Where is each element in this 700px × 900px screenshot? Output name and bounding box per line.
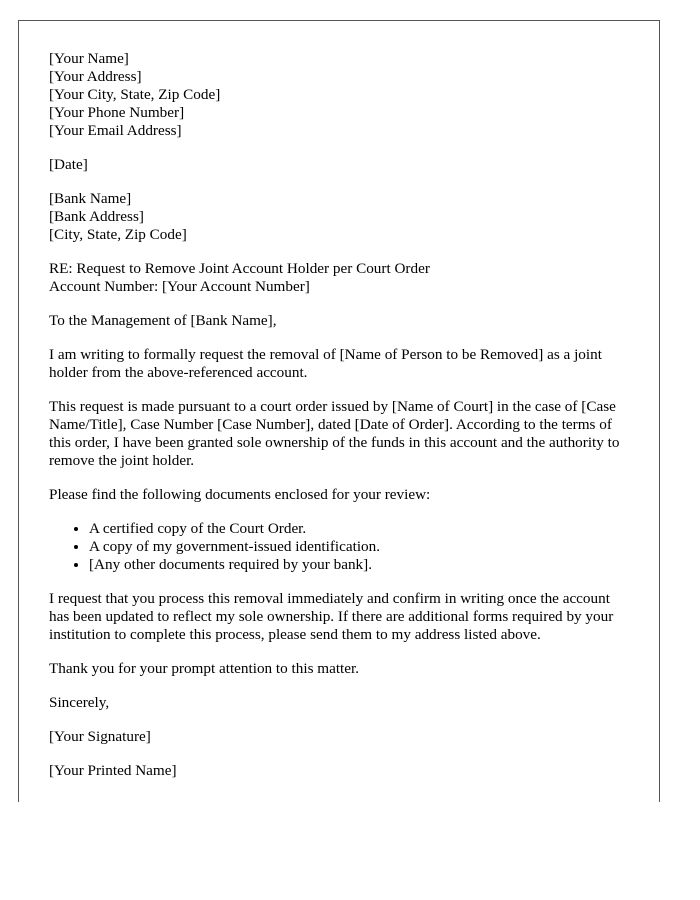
list-item: • A certified copy of the Court Order. — [89, 520, 629, 538]
court-order-paragraph: This request is made pursuant to a court order issued by [Name of Court] in the case of [Case Name/Title], Case Number [Case Number], dated [Date of Order]. According to the terms of this order, I have been granted sole ownership of the funds in this account and the authority to remove the joint holder. — [49, 398, 620, 469]
signature-placeholder: [Your Signature] — [49, 728, 151, 745]
sender-city-state-zip: [Your City, State, Zip Code] — [49, 86, 221, 103]
sign-off: Sincerely, — [49, 694, 110, 711]
intro-paragraph: I am writing to formally request the removal of [Name of Person to be Removed] as a joint holder from the above-referenced account. — [49, 346, 602, 381]
recipient-bank-name: [Bank Name] — [49, 190, 132, 207]
request-paragraph: I request that you process this removal immediately and confirm in writing once the account has been updated to reflect my sole ownership. If there are additional forms required by your institution to complete this process, please send them to my address listed above. — [49, 590, 614, 643]
account-number-line: Account Number: [Your Account Number] — [49, 278, 310, 295]
sender-email: [Your Email Address] — [49, 122, 182, 139]
recipient-city-state-zip: [City, State, Zip Code] — [49, 226, 187, 243]
recipient-bank-address: [Bank Address] — [49, 208, 144, 225]
sender-phone: [Your Phone Number] — [49, 104, 185, 121]
letter-page — [18, 20, 660, 802]
documents-list — [49, 520, 629, 574]
letter-date: [Date] — [49, 156, 88, 173]
list-item: • A copy of my government-issued identification. — [89, 538, 629, 556]
list-item: • [Any other documents required by your bank]. — [89, 556, 629, 574]
printed-name-placeholder: [Your Printed Name] — [49, 762, 177, 779]
documents-intro-paragraph: Please find the following documents enclosed for your review: — [49, 486, 431, 503]
sender-block — [49, 50, 629, 140]
thanks-paragraph: Thank you for your prompt attention to this matter. — [49, 660, 360, 677]
sender-name: [Your Name] — [49, 50, 129, 67]
recipient-block — [49, 190, 629, 244]
re-line: RE: Request to Remove Joint Account Holder per Court Order — [49, 260, 430, 277]
salutation: To the Management of [Bank Name], — [49, 312, 277, 329]
sender-address: [Your Address] — [49, 68, 142, 85]
reference-block — [49, 260, 629, 296]
